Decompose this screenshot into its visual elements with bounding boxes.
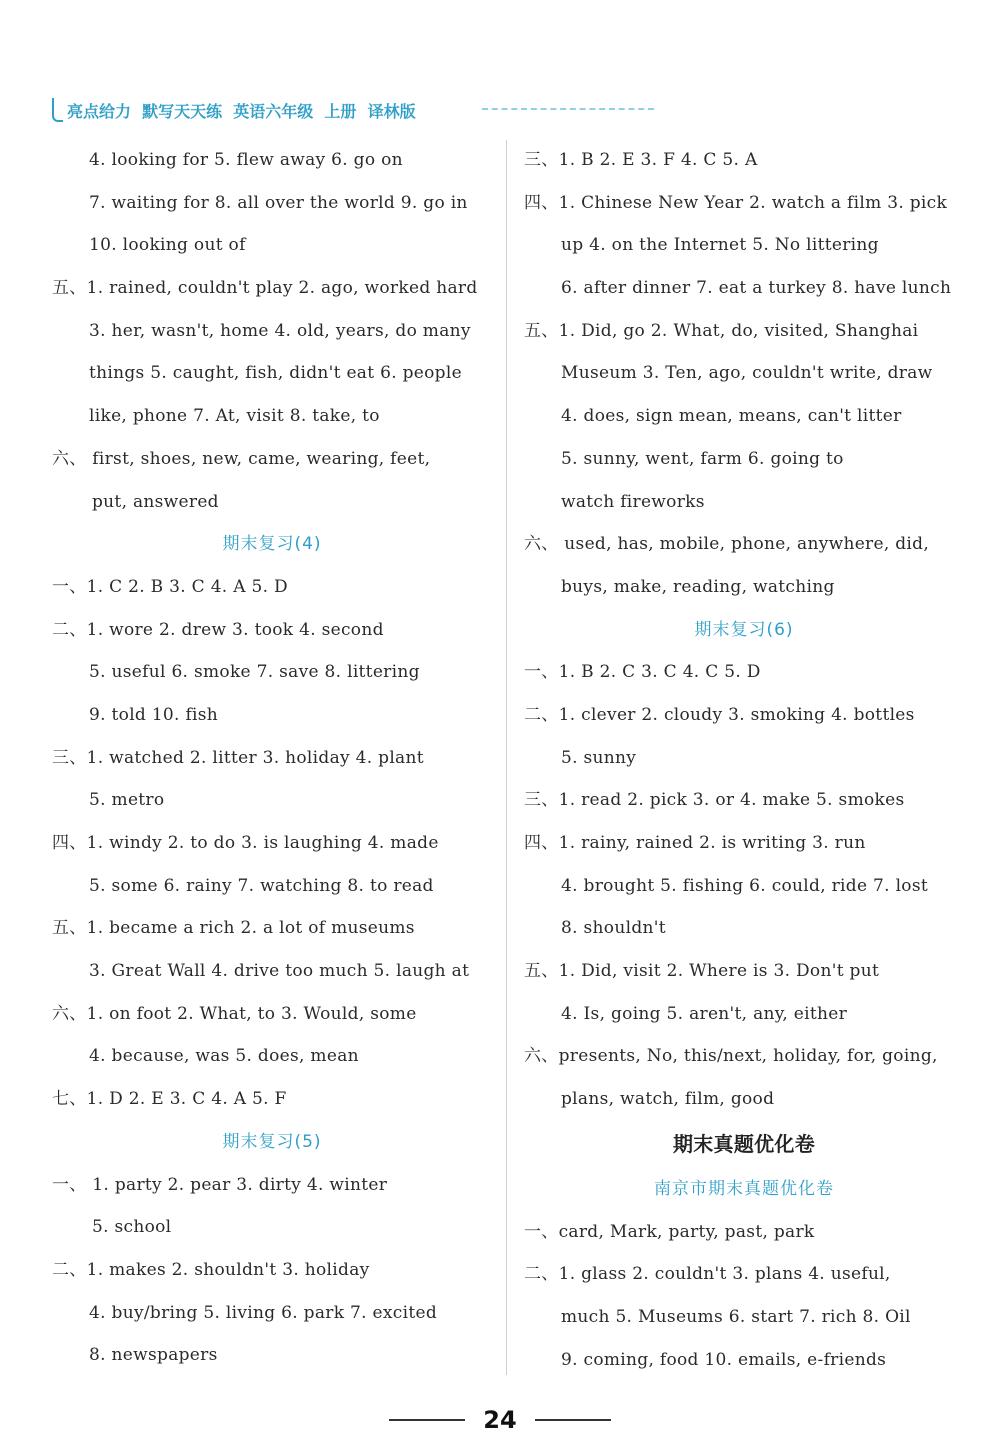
answer-line: 四、1. rainy, rained 2. is writing 3. run — [524, 833, 866, 853]
answer-line: 三、1. read 2. pick 3. or 4. make 5. smokes — [524, 790, 905, 811]
header-bracket-icon — [52, 98, 63, 122]
answer-line: 4. does, sign mean, means, can't litter — [561, 406, 902, 427]
footer-rule-right — [535, 1419, 611, 1421]
answer-line: 4. buy/bring 5. living 6. park 7. excited — [89, 1302, 438, 1323]
answer-line: watch fireworks — [561, 491, 705, 512]
answer-line: 一、 1. party 2. pear 3. dirty 4. winter — [52, 1174, 388, 1195]
answer-line: 二、1. glass 2. couldn't 3. plans 4. useful, — [524, 1264, 891, 1285]
answer-line: 5. some 6. rainy 7. watching 8. to read — [89, 875, 434, 896]
answer-line: 4. Is, going 5. aren't, any, either — [561, 1003, 848, 1024]
answer-line: 3. her, wasn't, home 4. old, years, do many — [89, 320, 471, 341]
column-divider — [506, 140, 507, 1375]
section-title: 期末复习(6) — [694, 619, 794, 640]
answer-line: 6. after dinner 7. eat a turkey 8. have lunch — [561, 278, 952, 299]
answer-line: 六、 first, shoes, new, came, wearing, feet, — [52, 448, 431, 469]
answer-line: 六、1. on foot 2. What, to 3. Would, some — [52, 1003, 417, 1024]
answer-line: 5. sunny — [561, 747, 637, 768]
answer-line: 5. metro — [89, 790, 165, 811]
header-title: 亮点给力 默写天天练 英语六年级 上册 译林版 — [67, 101, 416, 121]
answer-line: 5. useful 6. smoke 7. save 8. littering — [89, 662, 420, 683]
answer-line: 四、1. Chinese New Year 2. watch a film 3. pick — [524, 192, 948, 213]
header-dashed-rule — [482, 108, 654, 110]
page-number: 24 — [483, 1406, 517, 1434]
section-title: 期末复习(4) — [222, 534, 322, 555]
answer-line: 5. school — [92, 1217, 172, 1238]
answer-line: 10. looking out of — [89, 235, 246, 256]
answer-line: 二、1. wore 2. drew 3. took 4. second — [52, 619, 384, 640]
page-footer — [0, 1400, 1000, 1440]
answer-line: things 5. caught, fish, didn't eat 6. people — [89, 363, 462, 384]
answer-line: 一、1. B 2. C 3. C 4. C 5. D — [524, 662, 761, 683]
left-column — [52, 139, 492, 1377]
answer-line: 9. told 10. fish — [89, 704, 219, 725]
answer-line: 六、presents, No, this/next, holiday, for, going, — [524, 1046, 938, 1067]
answer-line: 二、1. makes 2. shouldn't 3. holiday — [52, 1259, 370, 1280]
answer-line: 4. brought 5. fishing 6. could, ride 7. lost — [561, 875, 928, 896]
footer-rule-left — [389, 1419, 465, 1421]
answer-line: 五、1. Did, visit 2. Where is 3. Don't put — [524, 961, 880, 982]
answer-line: 4. looking for 5. flew away 6. go on — [89, 150, 403, 170]
answer-line: 七、1. D 2. E 3. C 4. A 5. F — [52, 1089, 287, 1110]
right-column — [524, 139, 964, 1381]
answer-line: 3. Great Wall 4. drive too much 5. laugh at — [89, 961, 470, 982]
answer-line: put, answered — [92, 491, 219, 512]
answer-line: Museum 3. Ten, ago, couldn't write, draw — [561, 363, 933, 384]
answer-line: like, phone 7. At, visit 8. take, to — [89, 406, 380, 427]
answer-line: 9. coming, food 10. emails, e-friends — [561, 1349, 887, 1370]
answer-line: much 5. Museums 6. start 7. rich 8. Oil — [561, 1306, 911, 1327]
answer-line: 五、1. Did, go 2. What, do, visited, Shanghai — [524, 320, 919, 341]
answer-line: 四、1. windy 2. to do 3. is laughing 4. made — [52, 833, 439, 853]
section-title: 南京市期末真题优化卷 — [654, 1178, 834, 1199]
answer-line: up 4. on the Internet 5. No littering — [561, 235, 879, 256]
answer-line: 5. sunny, went, farm 6. going to — [561, 448, 844, 469]
section-title: 期末复习(5) — [222, 1131, 322, 1152]
answer-line: plans, watch, film, good — [561, 1089, 775, 1110]
answer-line: 8. newspapers — [89, 1345, 218, 1366]
section-title: 期末真题优化卷 — [672, 1131, 816, 1156]
running-header — [52, 96, 416, 124]
answer-line: 三、1. B 2. E 3. F 4. C 5. A — [524, 150, 758, 170]
answer-line: 一、1. C 2. B 3. C 4. A 5. D — [52, 576, 288, 597]
answer-line: 五、1. became a rich 2. a lot of museums — [52, 918, 415, 939]
answer-line: 4. because, was 5. does, mean — [89, 1046, 359, 1067]
answer-line: buys, make, reading, watching — [561, 576, 835, 597]
answer-line: 8. shouldn't — [561, 918, 666, 939]
answer-line: 一、card, Mark, party, past, park — [524, 1221, 815, 1242]
answer-line: 六、 used, has, mobile, phone, anywhere, did, — [524, 534, 930, 555]
answer-line: 二、1. clever 2. cloudy 3. smoking 4. bottles — [524, 704, 915, 725]
answer-line: 7. waiting for 8. all over the world 9. go in — [89, 192, 468, 213]
answer-line: 五、1. rained, couldn't play 2. ago, worked hard — [52, 278, 478, 299]
answer-line: 三、1. watched 2. litter 3. holiday 4. plant — [52, 747, 424, 768]
